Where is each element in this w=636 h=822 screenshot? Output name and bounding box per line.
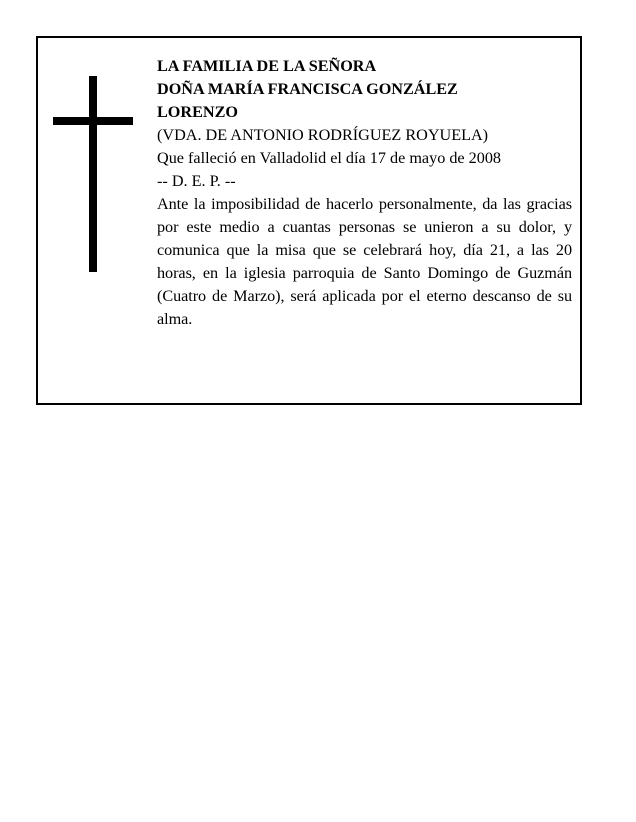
cross-vertical-bar: [89, 76, 97, 272]
latin-cross-icon: [38, 38, 138, 298]
heading-line-name: DOÑA MARÍA FRANCISCA GONZÁLEZ: [157, 80, 458, 98]
notice-body: Ante la imposibilidad de hacerlo personalmente, da las gracias por este medio a cuantas personas se unieron a su dolor, y comunica que la misa que se celebrará hoy, día 21, a las 20 horas, en la iglesia parroquia de Santo Domingo de Guzmán (Cuatro de Marzo), será aplicada por el eterno descanso de su alma.: [157, 195, 572, 328]
heading-line-surname: LORENZO: [157, 103, 238, 121]
cross-horizontal-bar: [53, 117, 133, 125]
rip-line: -- D. E. P. --: [157, 172, 236, 190]
death-line: Que falleció en Valladolid el día 17 de mayo de 2008: [157, 149, 502, 167]
notice-text: [157, 55, 572, 331]
heading-line-family: LA FAMILIA DE LA SEÑORA: [157, 57, 377, 75]
obituary-notice: [36, 36, 582, 405]
widow-line: (VDA. DE ANTONIO RODRÍGUEZ ROYUELA): [157, 126, 489, 144]
